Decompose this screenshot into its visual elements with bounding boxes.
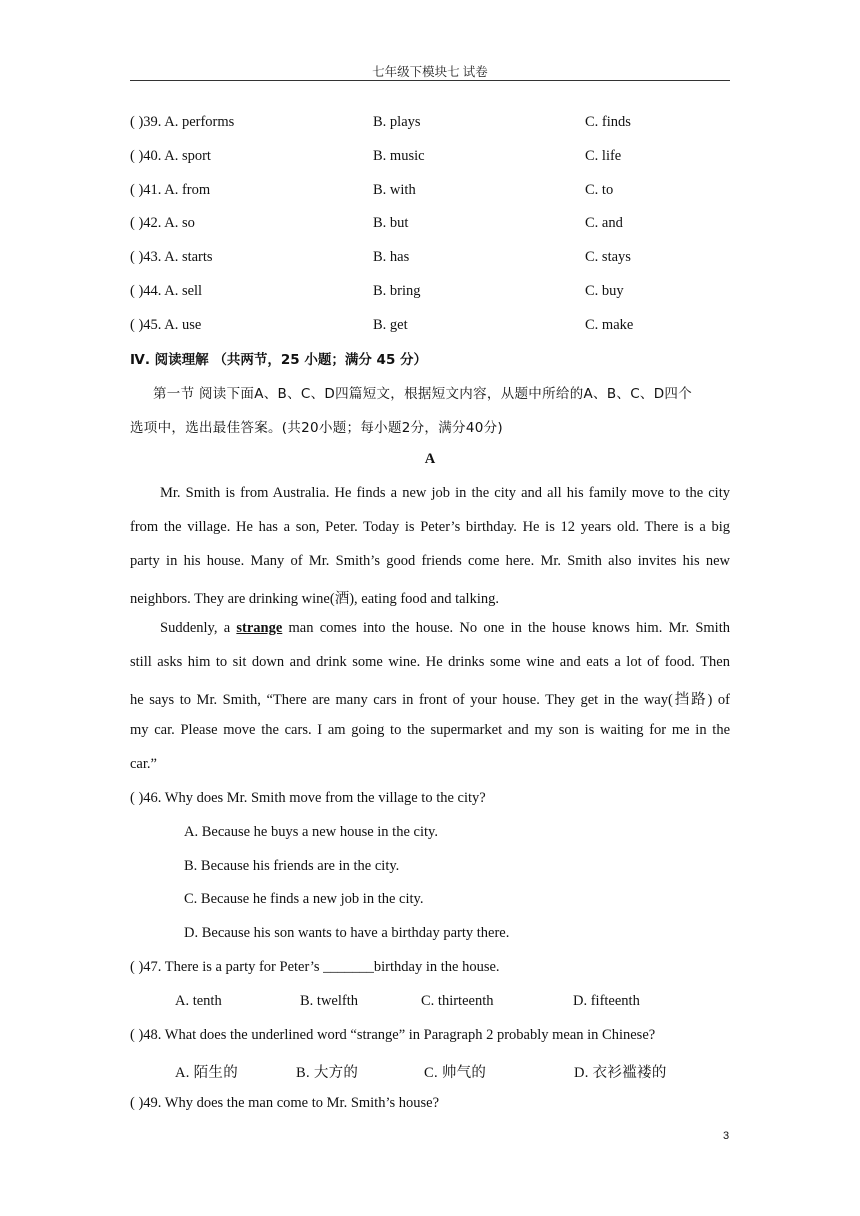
cloze-option-c: C. life <box>585 147 622 164</box>
cloze-question-option-a: ( )44. A. sell <box>130 283 203 299</box>
passage-p1-line4: neighbors. They are drinking wine(酒), eating food and talking. <box>130 591 499 607</box>
section-title: Ⅳ. 阅读理解 （共两节，25 小题；满分 45 分） <box>130 352 428 368</box>
passage-p2-line2: still asks him to sit down and drink some wine. He drinks some wine and eats a lot of food. Then <box>130 654 730 670</box>
cloze-question-option-a: ( )40. A. sport <box>130 147 211 164</box>
underlined-word-strange: strange <box>236 620 283 636</box>
q48-option-d: D. 衣衫褴褛的 <box>574 1065 667 1081</box>
cloze-question-option-a: ( )42. A. so <box>130 215 195 232</box>
q48-option-b: B. 大方的 <box>296 1065 359 1081</box>
cloze-option-c: C. make <box>585 316 634 333</box>
cloze-option-b: B. music <box>373 147 425 164</box>
cloze-option-b: B. has <box>373 249 410 266</box>
section-instruction-line1: 第一节 阅读下面A、B、C、D四篇短文，根据短文内容，从题中所给的A、B、C、D四个 <box>153 386 693 402</box>
cloze-option-c: C. and <box>585 215 623 232</box>
section-instruction-line2: 选项中，选出最佳答案。(共20小题；每小题2分，满分40分) <box>130 420 503 436</box>
cloze-option-b: B. get <box>373 316 408 333</box>
q47-option-d: D. fifteenth <box>573 993 640 1009</box>
question-46: ( )46. Why does Mr. Smith move from the village to the city? <box>130 790 486 806</box>
q46-option-c: C. Because he finds a new job in the city. <box>184 891 424 907</box>
q47-option-a: A. tenth <box>175 993 222 1009</box>
passage-p2-line3: he says to Mr. Smith, “There are many cars in front of your house. They get in the way(挡路) of <box>130 692 730 708</box>
cloze-option-b: B. plays <box>373 114 421 130</box>
header-rule <box>130 80 730 81</box>
p2-rest: man comes into the house. No one in the house knows him. Mr. Smith <box>282 620 730 636</box>
q46-option-b: B. Because his friends are in the city. <box>184 858 400 874</box>
cloze-option-b: B. with <box>373 181 416 198</box>
passage-p2-line5: car.” <box>130 756 157 772</box>
passage-p2-line1 <box>160 620 730 637</box>
cloze-question-option-a: ( )39. A. performs <box>130 114 235 130</box>
q48-option-a: A. 陌生的 <box>175 1065 239 1081</box>
page-number: 3 <box>723 1130 730 1142</box>
question-49: ( )49. Why does the man come to Mr. Smith’s house? <box>130 1095 440 1111</box>
q46-option-a: A. Because he buys a new house in the city. <box>184 824 438 840</box>
passage-p1-line1: Mr. Smith is from Australia. He finds a new job in the city and all his family move to the city <box>160 485 730 501</box>
cloze-option-c: C. finds <box>585 114 631 130</box>
passage-p1-line3: party in his house. Many of Mr. Smith’s good friends come here. Mr. Smith also invites his new <box>130 553 730 569</box>
passage-label: A <box>424 451 436 467</box>
cloze-option-c: C. to <box>585 181 614 198</box>
cloze-question-option-a: ( )43. A. starts <box>130 249 213 266</box>
cloze-question-option-a: ( )45. A. use <box>130 316 202 333</box>
q48-option-c: C. 帅气的 <box>424 1065 487 1081</box>
q47-option-b: B. twelfth <box>300 993 358 1009</box>
cloze-option-c: C. stays <box>585 249 631 266</box>
passage-p1-line2: from the village. He has a son, Peter. Today is Peter’s birthday. He is 12 years old. There is a big <box>130 519 730 535</box>
q47-option-c: C. thirteenth <box>421 993 494 1009</box>
cloze-option-b: B. bring <box>373 283 421 299</box>
p2-start: Suddenly, a <box>160 620 237 636</box>
passage-p2-line4: my car. Please move the cars. I am going to the supermarket and my son is waiting for me in the <box>130 722 730 738</box>
page-header: 七年级下模块七 试卷 <box>372 65 488 79</box>
question-47: ( )47. There is a party for Peter’s _______birthday in the house. <box>130 959 500 975</box>
question-48: ( )48. What does the underlined word “strange” in Paragraph 2 probably mean in Chinese? <box>130 1027 656 1043</box>
cloze-option-b: B. but <box>373 215 409 232</box>
q46-option-d: D. Because his son wants to have a birthday party there. <box>184 925 510 941</box>
cloze-question-option-a: ( )41. A. from <box>130 181 211 198</box>
cloze-option-c: C. buy <box>585 283 624 299</box>
